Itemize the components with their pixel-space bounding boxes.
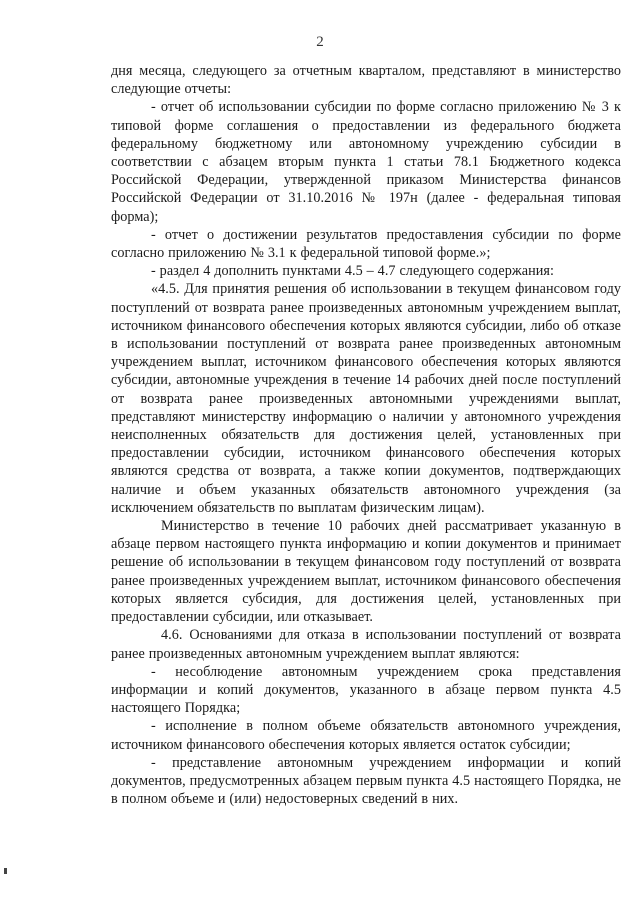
paragraph-results-report: - отчет о достижении результатов предоставления субсидии по форме согласно приложению № 3.1 к федеральной типовой форме.»; <box>111 226 621 262</box>
paragraph-refusal-deadline: - несоблюдение автономным учреждением срока представления информации и копий документов, указанного в абзаце первом пункта 4.5 настоящего Порядка; <box>111 663 621 717</box>
page-number: 2 <box>316 34 324 50</box>
paragraph-clause-4-6: 4.6. Основаниями для отказа в использовании поступлений от возврата ранее произведенных автономным учреждением выплат являются: <box>111 627 621 662</box>
paragraph-refusal-incomplete: - представление автономным учреждением информации и копий документов, предусмотренных абзацем первым пункта 4.5 настоящего Порядка, не в полном объеме и (или) недостоверных сведений в них. <box>111 754 621 808</box>
paragraph-reports-intro: дня месяца, следующего за отчетным кварталом, представляют в министерство следующие отчеты: <box>111 63 621 98</box>
document-body <box>111 62 621 808</box>
paragraph-refusal-fulfilled: - исполнение в полном объеме обязательств автономного учреждения, источником финансового обеспечения которых является остаток субсидии; <box>111 718 621 753</box>
scan-edge-mark <box>4 868 7 874</box>
paragraph-clause-4-5: «4.5. Для принятия решения об использовании в текущем финансовом году поступлений от возврата ранее произведенных автономным учреждением выплат, источником финансового обеспечения которых являются субсидии, либо об отказе в использовании поступлений от возврата ранее произведенных автономным учреждением выплат, источником финансового обеспечения которых являются субсидии, автономные учреждения в течение 14 рабочих дней после поступлений от возврата ранее произведенных автономными учреждениями выплат, представляют министерству информацию о наличии у автономного учреждения неисполненных обязательств для достижения целей, установленных при предоставлении субсидии, источником финансового обеспечения которых являются средства от возврата, а также копии документов, подтверждающих наличие и объем указанных обязательств автономного учреждения (за исключением обязательств по выплатам физическим лицам). <box>111 281 621 516</box>
paragraph-ministry-review: Министерство в течение 10 рабочих дней рассматривает указанную в абзаце первом настоящего пункта информацию и копии документов и принимает решение об использовании в текущем финансовом году поступлений от возврата ранее произведенных учреждением выплат, источником финансового обеспечения которых является субсидия, для достижения целей, установленных при предоставлении субсидии, или отказывает. <box>111 518 621 626</box>
paragraph-section4-amendment: - раздел 4 дополнить пунктами 4.5 – 4.7 следующего содержания: <box>151 263 554 280</box>
paragraph-usage-report: - отчет об использовании субсидии по форме согласно приложению № 3 к типовой форме соглашения о предоставлении из федерального бюджета федеральному бюджетному или автономному учреждению субсидии в соответствии с абзацем вторым пункта 1 статьи 78.1 Бюджетного кодекса Российской Федерации, утвержденной приказом Министерства финансов Российской Федерации от 31.10.2016 № 197н (далее - федеральная типовая форма); <box>111 99 621 225</box>
